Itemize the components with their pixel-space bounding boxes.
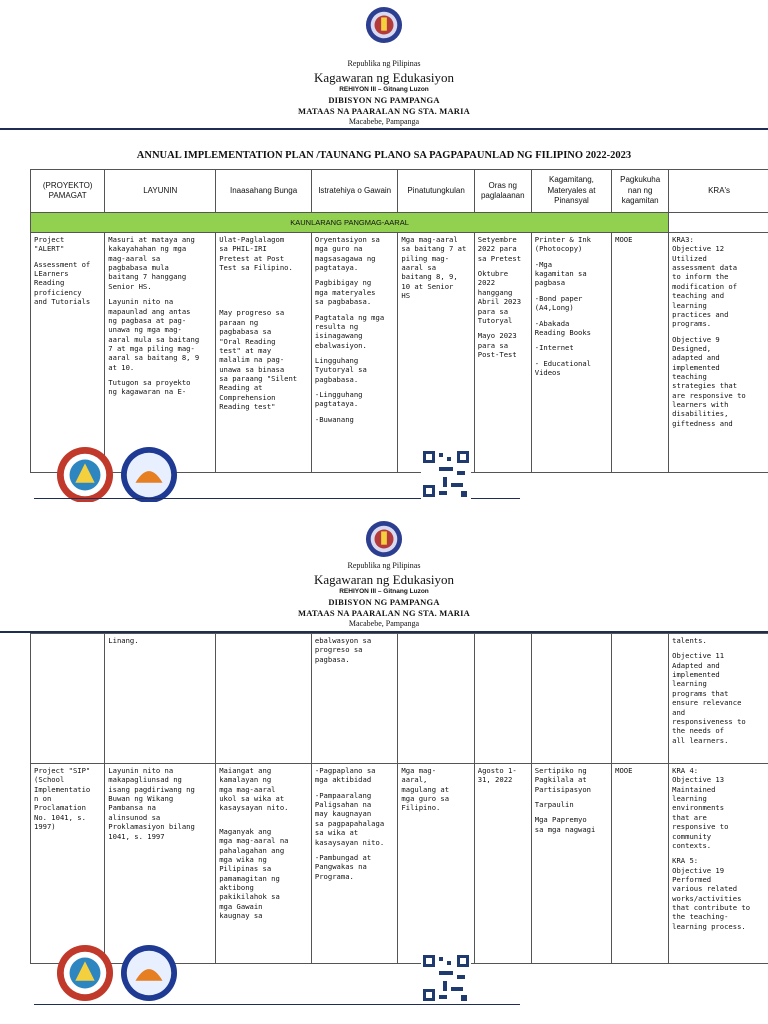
plan-table-continued — [30, 633, 768, 964]
cell-text: KRA3: Objective 12 Utilized assessment data to inform the modification of teaching and learning practices and programs. — [672, 235, 738, 329]
school-seal-logo — [56, 944, 114, 1002]
cell-text: Mga Papremyo sa mga nagwagi — [534, 815, 596, 834]
table-cell — [398, 233, 474, 473]
cell-text: -Pampaaralang Paligsahan na may kaugnayan sa pagpapahalaga sa wika at kasaysayan nito. — [314, 790, 385, 847]
table-header-row — [31, 170, 768, 213]
cell-text: Pagbibigay ng mga materyales sa pagbabasa. — [314, 278, 376, 307]
cell-text: - Educational Videos — [534, 358, 592, 377]
table-cell — [531, 764, 611, 964]
cell-text: Project "SIP" (School Implementatio n on Proclamation No. 1041, s. 1997) — [34, 766, 91, 832]
table-cell — [105, 634, 216, 764]
table-row — [31, 764, 768, 964]
column-header: Istratehiya o Gawain — [311, 170, 398, 213]
column-header: LAYUNIN — [105, 170, 216, 213]
cell-text: Linang. — [108, 636, 139, 645]
document-title: ANNUAL IMPLEMENTATION PLAN /TAUNANG PLANO SA PAGPAPAUNLAD NG FILIPINO 2022-2023 — [136, 150, 632, 161]
cell-text: MOOE — [615, 235, 633, 244]
cell-text: Layunin nito na makapagliunsad ng isang pagdiriwang ng Buwan ng Wikang Pambansa na alinsunod sa Proklamasiyon bilang 1041, s. 1997 — [108, 766, 195, 841]
header-divider — [0, 128, 768, 130]
column-header: Inaasahang Bunga — [216, 170, 312, 213]
header-division: DIBISYON NG PAMPANGA — [328, 597, 440, 607]
table-cell — [398, 634, 474, 764]
cell-text: -Abakada Reading Books — [534, 318, 592, 337]
cell-text: Ulat-Paglalagom sa PHIL-IRI Pretest at Post Test sa Filipino. — [219, 235, 293, 273]
cell-text: Tarpaulin — [534, 800, 574, 810]
table-cell — [612, 634, 669, 764]
filipino-dept-seal-logo — [120, 446, 178, 502]
header-republic: Republika ng Pilipinas — [347, 561, 421, 570]
cell-text: Oryentasiyon sa mga guro na magsasagawa ng pagtataya. — [314, 235, 380, 273]
table-cell — [531, 634, 611, 764]
document-page-1 — [0, 0, 768, 502]
cell-text: talents. — [672, 636, 707, 645]
table-cell — [311, 233, 398, 473]
deped-seal-icon — [365, 6, 403, 44]
section-band-empty — [669, 213, 768, 233]
cell-text: Objective 9 Designed, adapted and implemented teaching strategies that are responsive to learners with disabilities, giftedness and — [672, 334, 746, 428]
header-department: Kagawaran ng Edukasiyon — [313, 70, 455, 85]
cell-text: -Pambungad at Pangwakas na Programa. — [314, 852, 372, 881]
column-header: Pinatutungkulan — [398, 170, 474, 213]
cell-text: Oktubre 2022 hanggang Abril 2023 para sa Tutoryal — [477, 269, 522, 325]
cell-text: -Internet — [534, 343, 574, 353]
table-cell — [216, 634, 312, 764]
column-header: (PROYEKTO) PAMAGAT — [31, 170, 105, 213]
cell-text: Mayo 2023 para sa Post-Test — [477, 331, 517, 359]
table-cell — [474, 233, 531, 473]
table-row — [31, 634, 768, 764]
table-cell — [474, 764, 531, 964]
cell-text: Objective 11 Adapted and implemented learning programs that ensure relevance and responsiveness to the needs of all learners. — [672, 651, 746, 745]
table-cell — [311, 764, 398, 964]
cell-text: KRA 4: Objective 13 Maintained learning environments that are responsive to community contexts. — [672, 766, 729, 850]
filipino-dept-seal-logo — [120, 944, 178, 1002]
cell-text: Project "ALERT" — [34, 235, 65, 254]
cell-text: -Lingguhang pagtataya. — [314, 390, 363, 409]
table-cell — [31, 634, 105, 764]
cell-text: -Bond paper (A4,Long) — [534, 293, 583, 313]
column-header: KRA's — [669, 170, 768, 213]
cell-text: Lingguhang Tyutoryal sa pagbabasa. — [314, 355, 367, 384]
deped-seal-icon — [365, 520, 403, 558]
cell-text: -Buwanang — [314, 414, 354, 424]
cell-text: Assessment of LEarners Reading proficiency and Tutorials — [34, 259, 91, 307]
header-department: Kagawaran ng Edukasiyon — [313, 572, 455, 587]
table-cell — [474, 634, 531, 764]
table-cell — [105, 764, 216, 964]
table-cell — [216, 233, 312, 473]
cell-text: Masuri at mataya ang kakayahahan ng mga mag-aaral sa pagbabasa mula baitang 7 hanggang Senior HS. — [108, 235, 195, 291]
cell-text: -Pagpaplano sa mga aktibidad — [314, 766, 376, 785]
cell-text: Maganyak ang mga mag-aaral na pahalagahan ang mga wika ng Pilipinas sa pamamagitan ng aktibong pakikilahok sa mga Gawain kaugnay sa — [219, 826, 289, 921]
plan-table — [30, 169, 768, 473]
school-seal-logo — [56, 446, 114, 502]
header-division: DIBISYON NG PAMPANGA — [328, 95, 440, 105]
table-cell — [311, 634, 398, 764]
table-cell — [669, 764, 768, 964]
table-cell — [398, 764, 474, 964]
table-cell — [216, 764, 312, 964]
cell-text: Pagtatala ng mga resulta ng isinagawang ebalwasiyon. — [314, 312, 385, 350]
column-header: Oras ng paglalaanan — [474, 170, 531, 213]
cell-text: Setyembre 2022 para sa Pretest — [477, 235, 522, 263]
cell-text: ebalwasyon sa progreso sa pagbasa. — [314, 636, 372, 664]
cell-text: Mga mag-aaral sa baitang 7 at piling mag- aaral sa baitang 8, 9, 10 at Senior HS — [401, 235, 467, 301]
column-header: Pagkukuha nan ng kagamitan — [612, 170, 669, 213]
table-cell — [669, 634, 768, 764]
column-header: Kagamitang, Materyales at Pinansyal — [531, 170, 611, 213]
section-band: KAUNLARANG PANGMAG-AARAL — [31, 213, 669, 233]
table-cell — [105, 233, 216, 473]
cell-text: Tutugon sa proyekto ng kagawaran na E- — [108, 378, 191, 397]
page-gap — [0, 502, 768, 512]
cell-text: Agosto 1- 31, 2022 — [477, 766, 517, 785]
cell-text: MOOE — [615, 766, 633, 775]
header-region: REHIYON III – Gitnang Luzon — [339, 588, 429, 595]
table-cell — [31, 764, 105, 964]
table-cell — [669, 233, 768, 473]
cell-text: Mga mag- aaral, magulang at mga guro sa Filipino. — [401, 766, 450, 813]
header-region: REHIYON III – Gitnang Luzon — [339, 86, 429, 93]
qr-code-icon — [421, 953, 471, 1003]
table-row — [31, 233, 768, 473]
header-school: MATAAS NA PAARALAN NG STA. MARIA — [298, 106, 470, 116]
header-place: Macabebe, Pampanga — [348, 619, 420, 628]
cell-text: May progreso sa paraan ng pagbabasa sa "Oral Reading test" at may malalim na pag- unawa sa binasa sa paraang "Silent Reading at Comprehension Reading test" — [219, 308, 298, 412]
cell-text: Layunin nito na mapaunlad ang antas ng pagbasa at pag- unawa ng mga mag- aaral mula sa baitang 7 at mga piling mag- aaral sa baitang 8, 9 at 10. — [108, 297, 200, 372]
header-republic: Republika ng Pilipinas — [347, 59, 421, 68]
footer-rule — [34, 1004, 520, 1005]
cell-text: KRA 5: Objective 19 Performed various related works/activities that contribute to the teaching- learning process. — [672, 856, 751, 931]
qr-code-icon — [421, 449, 471, 499]
table-cell — [31, 233, 105, 473]
table-cell — [612, 233, 669, 473]
header-school: MATAAS NA PAARALAN NG STA. MARIA — [298, 608, 470, 618]
table-cell — [612, 764, 669, 964]
document-page-2 — [0, 512, 768, 1024]
section-band-row — [31, 213, 768, 233]
cell-text: Printer & Ink (Photocopy) — [534, 235, 592, 254]
cell-text: Maiangat ang kamalayan ng mga mag-aaral ukol sa wika at kasaysayan nito. — [219, 766, 289, 813]
table-cell — [531, 233, 611, 473]
cell-text: -Mga kagamitan sa pagbasa — [534, 259, 587, 288]
cell-text: Sertipiko ng Pagkilala at Partisipasyon — [534, 766, 592, 794]
header-place: Macabebe, Pampanga — [348, 117, 420, 126]
